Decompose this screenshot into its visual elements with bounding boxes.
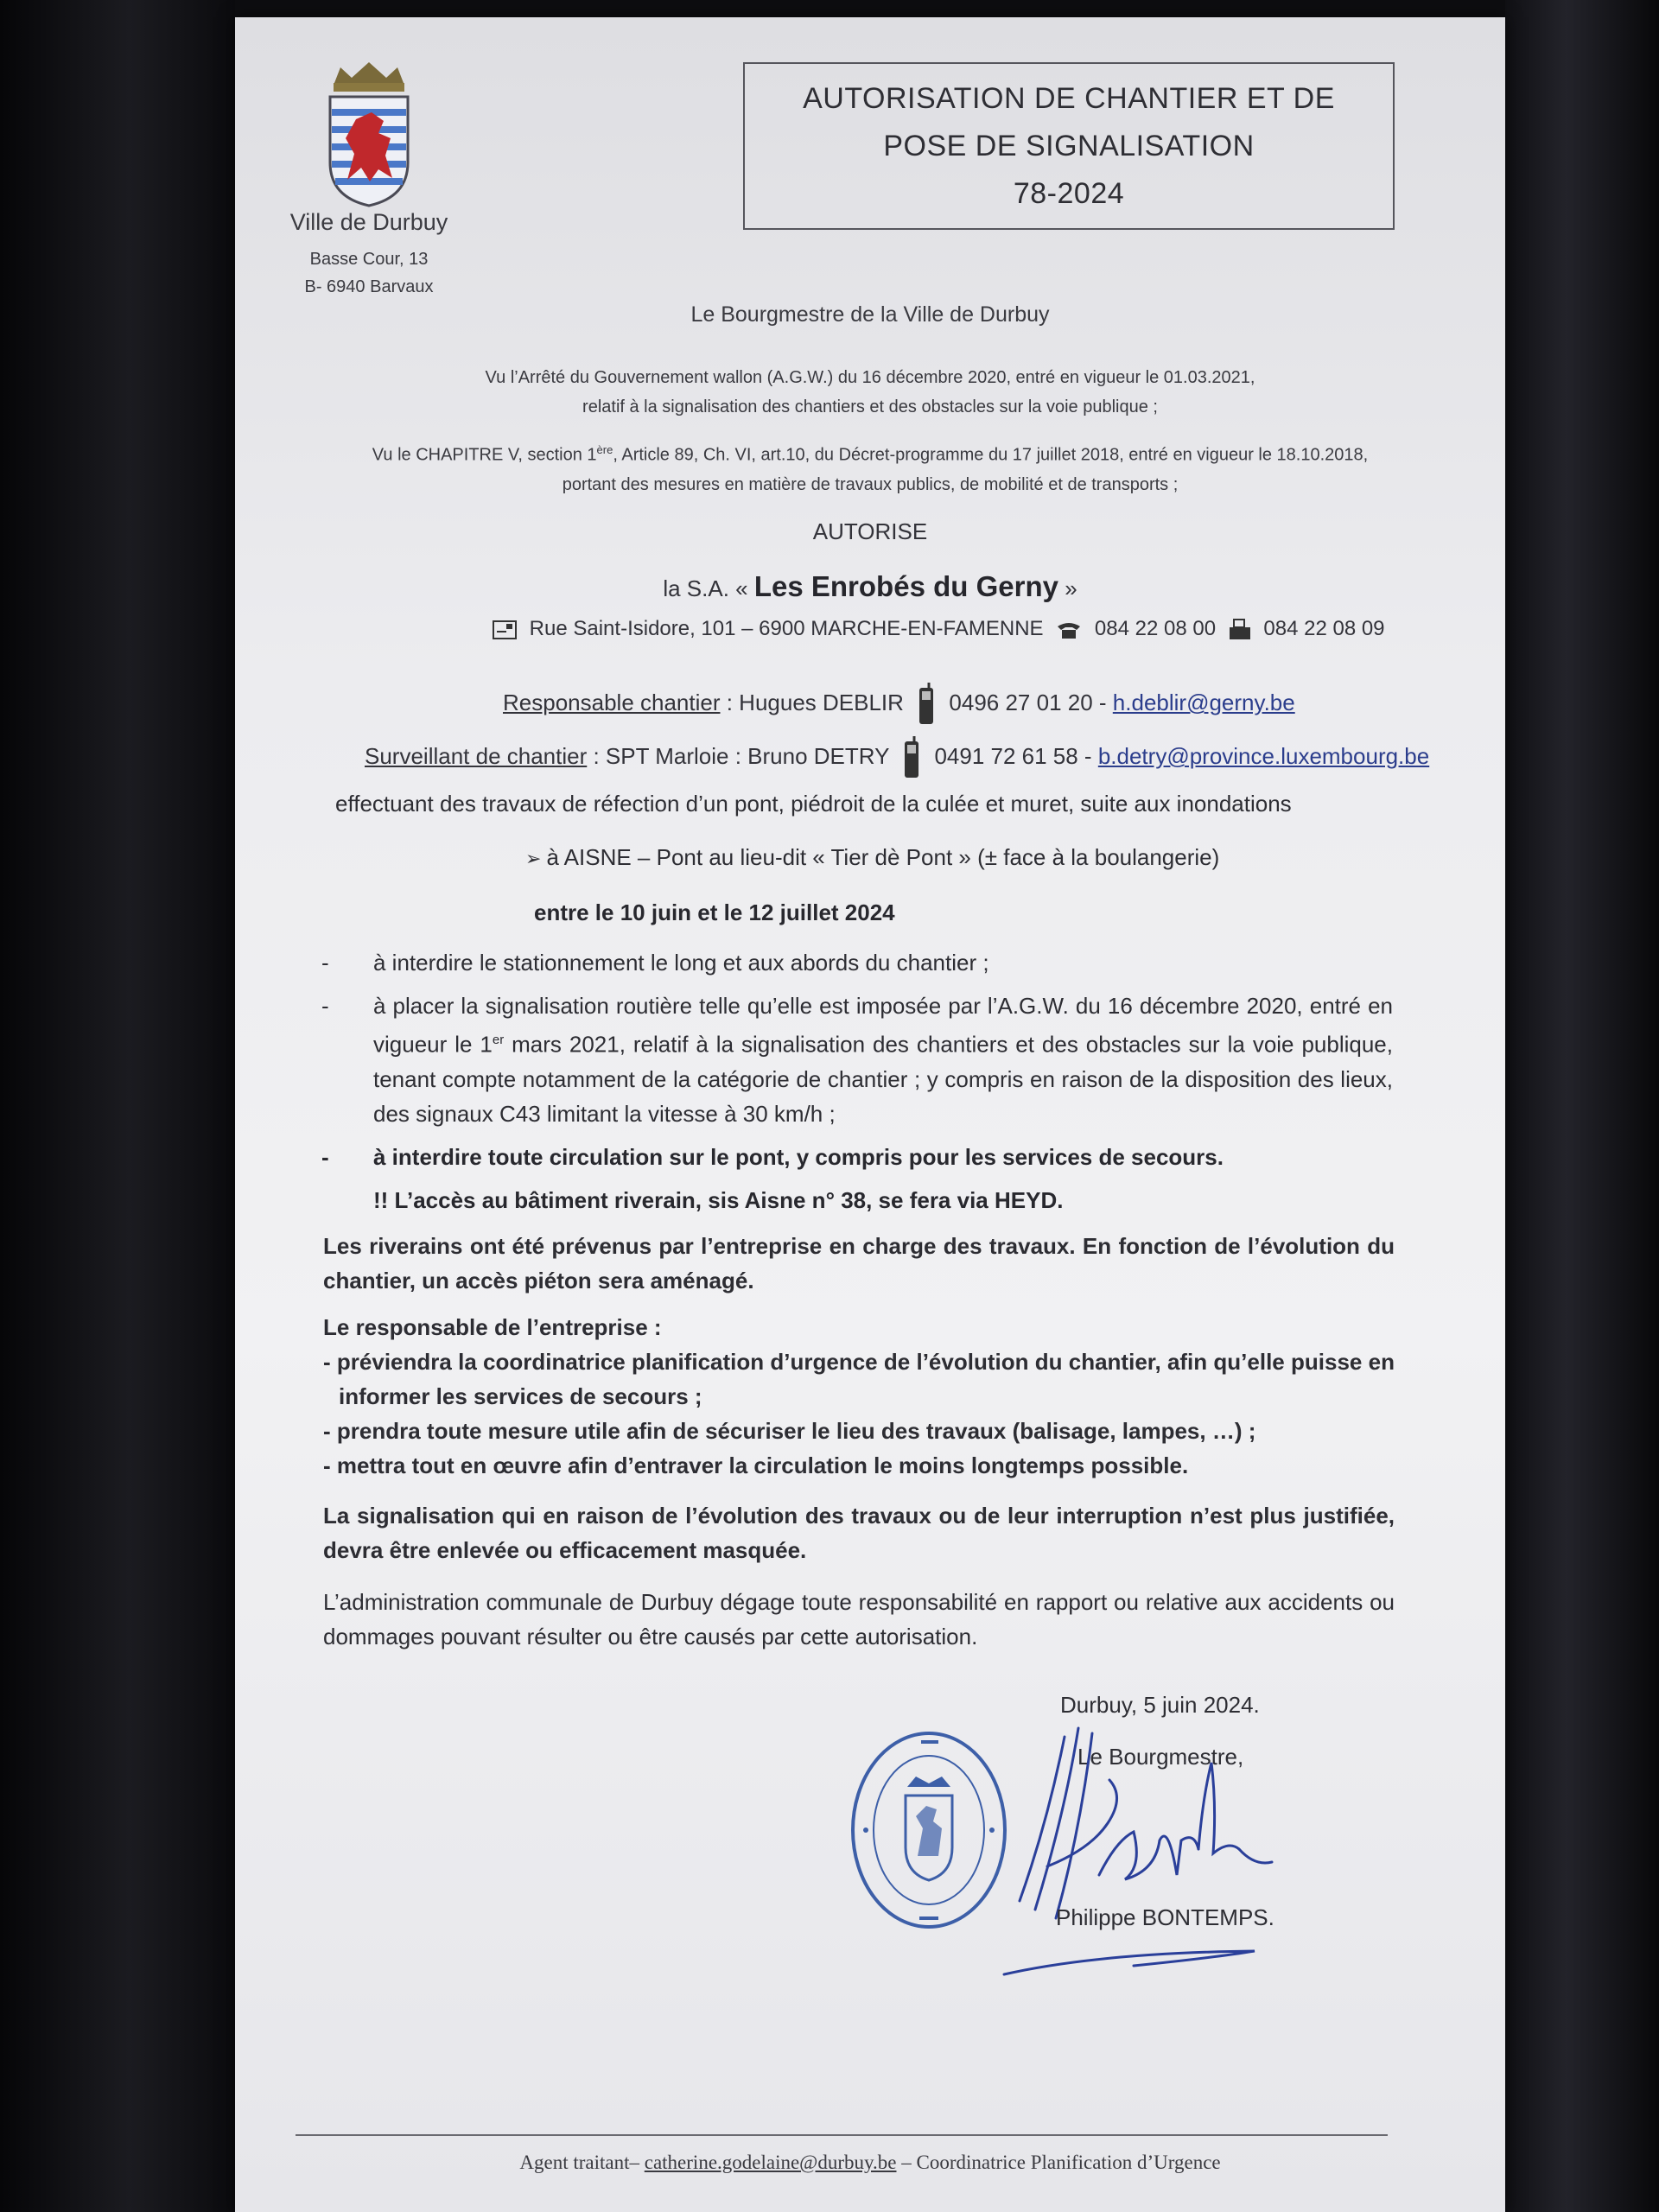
mobile-icon — [902, 736, 921, 779]
works-location-text: à AISNE – Pont au lieu-dit « Tier dè Pont » (± face à la boulangerie) — [546, 844, 1220, 870]
site-supervisor-label: Surveillant de chantier — [365, 742, 588, 769]
site-supervisor-line — [365, 736, 1429, 779]
list-item: - préviendra la coordinatrice planification d’urgence de l’évolution du chantier, afin qu’elle puisse en informer les services de secours ; — [323, 1349, 1395, 1409]
site-supervisor-name: : SPT Marloie : Bruno DETRY — [587, 742, 889, 769]
works-description: effectuant des travaux de réfection d’un pont, piédroit de la culée et muret, suite aux inondations — [335, 791, 1292, 817]
company-name: Les Enrobés du Gerny — [753, 570, 1058, 602]
autorise-heading: AUTORISE — [812, 518, 928, 544]
residents-paragraph: Les riverains ont été prévenus par l’entreprise en charge des travaux. En fonction de l’évolution du chantier, un accès piéton sera aménagé. — [323, 1233, 1395, 1294]
municipal-stamp — [847, 1726, 1011, 1934]
company-contact — [486, 617, 1385, 641]
display-frame-left — [0, 0, 235, 2212]
city-name: Ville de Durbuy — [289, 209, 448, 235]
signatory-name: Philippe BONTEMPS. — [1056, 1904, 1274, 1930]
site-manager-label: Responsable chantier — [503, 689, 721, 715]
address-line: B- 6940 Barvaux — [304, 277, 434, 296]
footer-divider — [296, 2134, 1388, 2136]
list-item: - mettra tout en œuvre afin d’entraver la circulation le moins longtemps possible. — [323, 1452, 1189, 1478]
company-address: Rue Saint-Isidore, 101 – 6900 MARCHE-EN-FAMENNE — [529, 617, 1044, 640]
document-title: AUTORISATION DE CHANTIER ET DE — [803, 81, 1335, 115]
measures-list — [321, 945, 1393, 1226]
list-item: - prendra toute mesure utile afin de sécuriser le lieu des travaux (balisage, lampes, …) ; — [323, 1418, 1256, 1444]
footer-prefix: Agent traitant– — [519, 2152, 639, 2173]
works-period: entre le 10 juin et le 12 juillet 2024 — [534, 899, 895, 925]
company-fax: 084 22 08 09 — [1263, 617, 1385, 640]
legal-text: portant des mesures en matière de travaux publics, de mobilité et de transports ; — [562, 474, 1179, 494]
signature-date: Durbuy, 5 juin 2024. — [1060, 1692, 1260, 1718]
display-frame-right — [1505, 0, 1659, 2212]
letter-icon — [493, 620, 517, 640]
authorization-number: 78-2024 — [1013, 176, 1125, 210]
issuer-line: Le Bourgmestre de la Ville de Durbuy — [690, 302, 1050, 327]
arrow-bullet-icon: ➢ — [525, 848, 542, 869]
document-title: POSE DE SIGNALISATION — [883, 129, 1255, 162]
signature-title: Le Bourgmestre, — [1077, 1744, 1244, 1770]
site-manager-email-link[interactable]: h.deblir@gerny.be — [1112, 689, 1295, 715]
legal-basis-agw — [235, 363, 1505, 422]
legal-text: relatif à la signalisation des chantiers et des obstacles sur la voie publique ; — [582, 397, 1158, 416]
site-supervisor-email-link[interactable]: b.detry@province.luxembourg.be — [1097, 742, 1430, 769]
disclaimer-paragraph: L’administration communale de Durbuy dégage toute responsabilité en rapport ou relative aux accidents ou dommages pouvant résulter ou être causés par cette autorisation. — [323, 1589, 1395, 1649]
site-manager-name: : Hugues DEBLIR — [720, 689, 904, 715]
document-page — [235, 17, 1505, 2212]
legal-text: Vu l’Arrêté du Gouvernement wallon (A.G.W.) du 16 décembre 2020, entré en vigueur le 01.03.2021, — [485, 368, 1255, 387]
access-note: !! L’accès au bâtiment riverain, sis Aisne n° 38, se fera via HEYD. — [373, 1186, 1064, 1213]
coat-of-arms-logo — [321, 59, 416, 207]
company-suffix: » — [1065, 575, 1077, 601]
company-obligations — [323, 1310, 1395, 1483]
city-address — [270, 245, 468, 301]
site-manager-line — [503, 683, 1295, 726]
list-item: - à interdire toute circulation sur le pont, y compris pour les services de secours. — [321, 1143, 1224, 1170]
works-location — [525, 840, 1219, 876]
handwritten-signature — [995, 1702, 1376, 1996]
mobile-icon — [917, 683, 936, 726]
legal-basis-decree — [235, 435, 1505, 499]
site-manager-phone: 0496 27 01 20 - — [949, 689, 1107, 715]
list-item: - à interdire le stationnement le long et aux abords du chantier ; — [321, 950, 989, 976]
footer-suffix: – Coordinatrice Planification d’Urgence — [901, 2152, 1221, 2173]
company-phone: 084 22 08 00 — [1094, 617, 1217, 640]
signage-paragraph: La signalisation qui en raison de l’évolution des travaux ou de leur interruption n’est plus justifiée, devra être enlevée ou efficacement masquée. — [323, 1503, 1395, 1563]
legal-text: Vu le CHAPITRE V, section 1ère, Article 89, Ch. VI, art.10, du Décret-programme du 17 juillet 2018, entré en vigueur le 18.10.2018, — [372, 443, 1369, 465]
list-item: - à placer la signalisation routière telle qu’elle est imposée par l’A.G.W. du 16 décembre 2020, entré en vigueur le 1er mars 2021, relatif à la signalisation des chantiers et des obstacles sur la voie publique, tenant compte notamment de la catégorie de chantier ; y compris en raison de la disposition des lieux, des signaux C43 limitant la vitesse à 30 km/h ; — [321, 993, 1393, 1127]
company-prefix: la S.A. « — [663, 575, 748, 601]
site-supervisor-phone: 0491 72 61 58 - — [934, 742, 1092, 769]
footer — [235, 2152, 1505, 2174]
footer-email-link[interactable]: catherine.godelaine@durbuy.be — [644, 2152, 897, 2173]
address-line: Basse Cour, 13 — [309, 250, 429, 269]
document-title-box — [743, 62, 1395, 230]
phone-icon — [1056, 620, 1082, 640]
fax-icon — [1229, 619, 1251, 641]
obligations-heading: Le responsable de l’entreprise : — [323, 1314, 662, 1340]
company-line — [235, 570, 1505, 603]
